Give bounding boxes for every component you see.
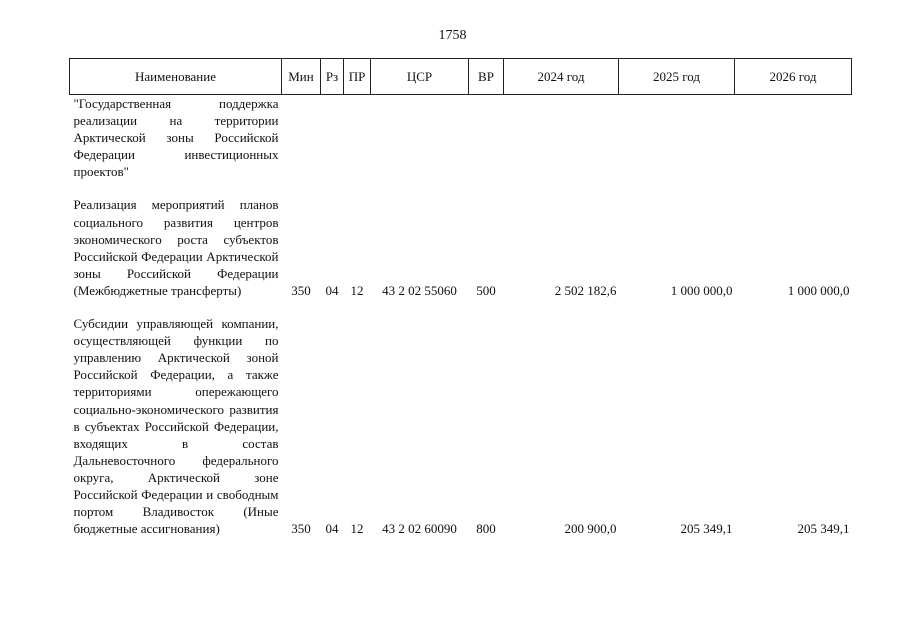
cell-vr: 500: [476, 282, 496, 298]
name-line: планов социального развития: [73, 197, 279, 230]
name-line: "Государственная поддержка: [73, 96, 279, 111]
page-number: 1758: [438, 28, 467, 43]
cell-2026: 1 000 000,0: [787, 282, 850, 298]
name-line: входящих в состав: [73, 435, 279, 451]
cell-vr: 800: [476, 521, 496, 537]
cell-name: [70, 196, 282, 299]
cell-2025: [619, 95, 735, 181]
column-header-2026: 2026 год: [735, 59, 852, 95]
cell-min: 350: [291, 521, 311, 537]
table-header-row: [70, 59, 852, 95]
name-line: Российской Федерации,: [144, 418, 279, 434]
name-line: центров экономического роста: [73, 214, 279, 247]
name-line: Дальневосточного: [73, 452, 176, 468]
cell-rz: [321, 95, 344, 181]
column-header-csr: ЦСР: [371, 59, 469, 95]
cell-2026: [735, 95, 852, 181]
name-line: бюджетные ассигнования): [73, 521, 220, 537]
name-line: территориями опережающего: [73, 384, 279, 400]
column-header-min: Мин: [282, 59, 321, 95]
column-header-name: Наименование: [70, 59, 282, 95]
column-header-vr: ВР: [469, 59, 504, 95]
table-body: [70, 95, 852, 538]
cell-name: [70, 95, 282, 181]
cell-name: [70, 315, 282, 537]
table-row: [70, 315, 852, 537]
cell-pr: 12: [350, 521, 364, 537]
column-header-rz: Рз: [321, 59, 344, 95]
name-line: функции по управлению: [73, 333, 279, 366]
name-line: проектов": [73, 164, 129, 180]
cell-min: 350: [291, 282, 311, 298]
name-line: развития в субъектах: [73, 401, 279, 434]
cell-2024: 200 900,0: [564, 521, 617, 537]
cell-csr: 43 2 02 60090: [382, 521, 457, 537]
spacer-cell: [70, 180, 852, 196]
row-spacer: [70, 299, 852, 315]
cell-vr: [469, 95, 504, 181]
cell-2025: 1 000 000,0: [670, 282, 733, 298]
cell-pr: 12: [350, 282, 364, 298]
cell-rz: 04: [325, 282, 339, 298]
cell-pr: [344, 95, 371, 181]
name-line: Российской Федерации: [126, 265, 279, 281]
name-line: Федерации Арктической зоны: [73, 248, 279, 281]
name-line: Федерации и свободным: [141, 486, 279, 502]
name-line: Арктической зоны Российской: [73, 130, 279, 146]
name-line: портом Владивосток (Иные: [73, 504, 279, 520]
name-line: Федерации, а также: [150, 367, 279, 383]
cell-min: [282, 95, 321, 181]
name-line: реализации на территории: [73, 113, 279, 129]
budget-table: [69, 58, 852, 537]
name-line: Федерации инвестиционных: [73, 147, 279, 163]
name-line: федерального округа,: [73, 452, 279, 485]
cell-2026: 205 349,1: [797, 521, 850, 537]
cell-2024: [504, 95, 619, 181]
cell-csr: [371, 95, 469, 181]
spacer-cell: [70, 299, 852, 315]
column-header-pr: ПР: [344, 59, 371, 95]
name-line: социально-экономического: [73, 401, 224, 417]
cell-2025: 205 349,1: [680, 521, 733, 537]
name-line: субъектов Российской: [73, 231, 279, 264]
name-line: Арктической зоной Российской: [73, 350, 279, 383]
table-row: [70, 95, 852, 181]
name-line: компании, осуществляющей: [73, 316, 279, 349]
cell-csr: 43 2 02 55060: [382, 282, 457, 298]
row-spacer: [70, 180, 852, 196]
column-header-2024: 2024 год: [504, 59, 619, 95]
column-header-2025: 2025 год: [619, 59, 735, 95]
name-line: (Межбюджетные трансферты): [73, 282, 242, 298]
cell-2024: 2 502 182,6: [554, 282, 617, 298]
name-line: Реализация мероприятий: [73, 197, 225, 213]
table-row: [70, 196, 852, 299]
name-line: Субсидии управляющей: [73, 316, 214, 332]
cell-rz: 04: [325, 521, 339, 537]
name-line: Арктической зоне Российской: [73, 469, 279, 502]
